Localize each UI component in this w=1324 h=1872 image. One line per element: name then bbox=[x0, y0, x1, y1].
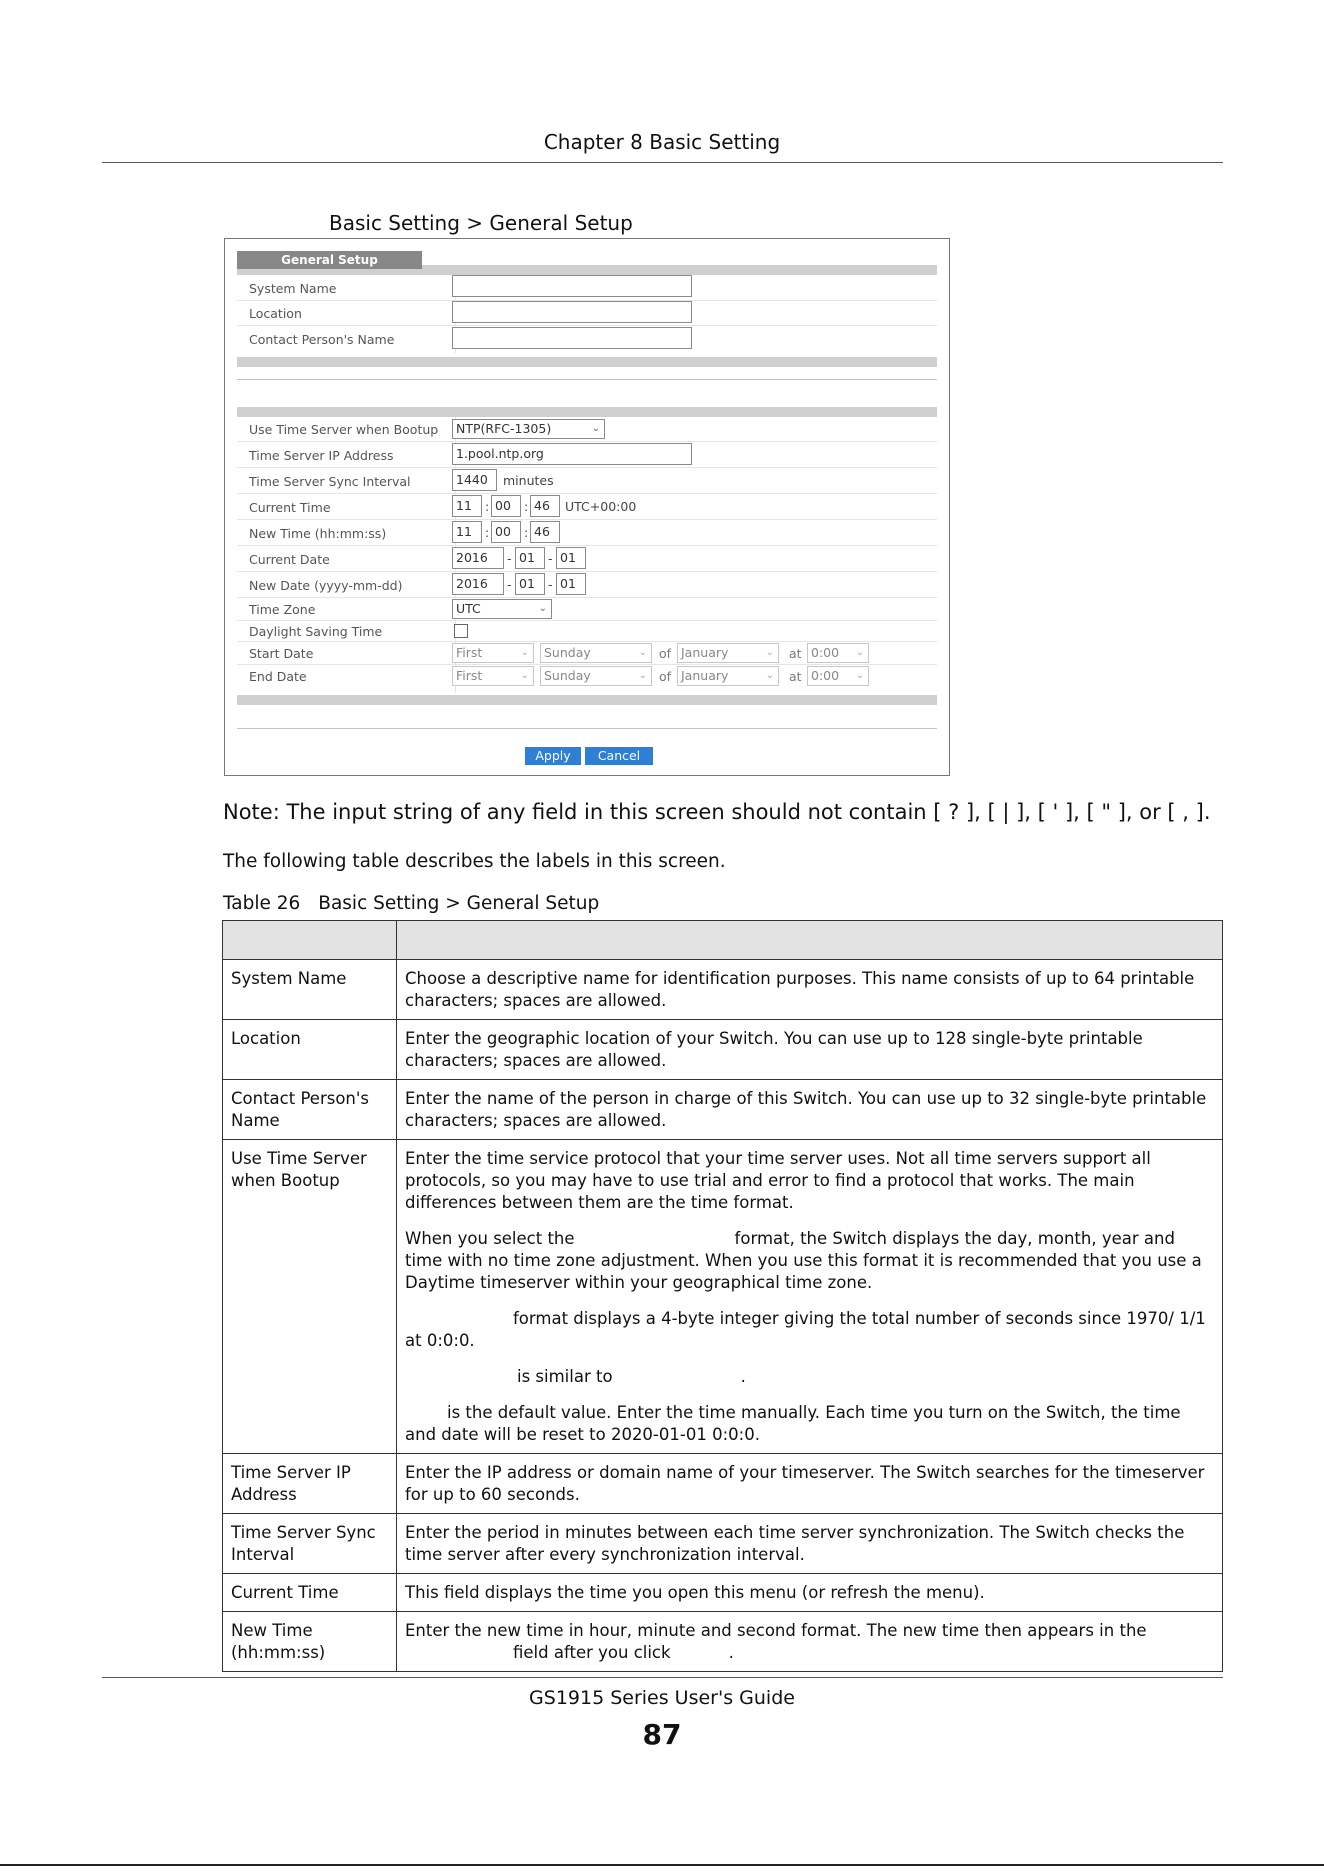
contact-label: Contact Person's Name bbox=[249, 332, 395, 347]
new-minute-input[interactable]: 00 bbox=[491, 521, 521, 543]
minutes-unit: minutes bbox=[503, 473, 554, 488]
new-hour-input[interactable]: 11 bbox=[452, 521, 482, 543]
end-of-text: of bbox=[659, 669, 672, 684]
new-date-row: New Date (yyyy-mm-dd) 2016 - 01 - 01 bbox=[237, 571, 937, 598]
time-section-bar bbox=[237, 407, 937, 417]
header-rule bbox=[102, 162, 1223, 163]
table-header-row bbox=[223, 921, 1223, 960]
row-label: Time Server IP Address bbox=[223, 1454, 397, 1514]
end-month-select[interactable] bbox=[677, 666, 779, 686]
table-row bbox=[223, 1080, 1223, 1140]
intro-text: The following table describes the labels in this screen. bbox=[223, 851, 726, 872]
row-description: This field displays the time you open this menu (or refresh the menu). bbox=[397, 1574, 1223, 1612]
sync-interval-row bbox=[237, 467, 937, 494]
desc-text: . bbox=[740, 1367, 746, 1386]
time-server-ip-label: Time Server IP Address bbox=[249, 448, 394, 463]
dst-label: Daylight Saving Time bbox=[249, 624, 383, 639]
new-year-input[interactable]: 2016 bbox=[452, 573, 504, 595]
general-setup-tab[interactable]: General Setup bbox=[237, 251, 422, 269]
chevron-down-icon: ⌄ bbox=[638, 670, 647, 681]
end-time-select[interactable] bbox=[807, 666, 869, 686]
row-label: Time Server Sync Interval bbox=[223, 1514, 397, 1574]
start-week-value: First bbox=[456, 645, 483, 660]
current-minute-field: 00 bbox=[491, 495, 521, 517]
end-month-value: January bbox=[681, 668, 729, 683]
time-protocol-select[interactable] bbox=[452, 419, 605, 439]
chevron-down-icon: ⌄ bbox=[765, 647, 774, 658]
table-row bbox=[223, 1612, 1223, 1672]
time-zone-value: UTC bbox=[456, 601, 481, 616]
desc-paragraph bbox=[405, 1228, 1214, 1294]
desc-text: . bbox=[728, 1643, 734, 1662]
row-label: Use Time Server when Bootup bbox=[223, 1140, 397, 1454]
new-date-label: New Date (yyyy-mm-dd) bbox=[249, 578, 403, 593]
desc-paragraph: Enter the time service protocol that your time server uses. Not all time servers support all protocols, so you may have to use trial and error to find a protocol that works. The main differences between them are the time format. bbox=[405, 1149, 1151, 1212]
sync-interval-label: Time Server Sync Interval bbox=[249, 474, 411, 489]
row-label: System Name bbox=[223, 960, 397, 1020]
system-name-label: System Name bbox=[249, 281, 337, 296]
sync-interval-input[interactable]: 1440 bbox=[452, 469, 497, 491]
table-title: Basic Setting > General Setup bbox=[318, 893, 600, 914]
current-date-row: Current Date 2016 - 01 - 01 bbox=[237, 545, 937, 572]
table-row bbox=[223, 1514, 1223, 1574]
current-year-field: 2016 bbox=[452, 547, 504, 569]
divider bbox=[237, 379, 937, 380]
chevron-down-icon: ⌄ bbox=[765, 670, 774, 681]
end-date-label: End Date bbox=[249, 669, 307, 684]
row-description bbox=[397, 1612, 1223, 1672]
current-hour-field: 11 bbox=[452, 495, 482, 517]
desc-text: is the default value. Enter the time manually. Each time you turn on the Switch, the time and date will be reset to 2020-01-01 0:0:0. bbox=[405, 1403, 1181, 1444]
end-day-value: Sunday bbox=[544, 668, 591, 683]
row-label: Current Time bbox=[223, 1574, 397, 1612]
row-description bbox=[397, 1140, 1223, 1454]
chevron-down-icon: ⌄ bbox=[855, 647, 864, 658]
new-second-input[interactable]: 46 bbox=[530, 521, 560, 543]
contact-input[interactable] bbox=[452, 327, 692, 349]
use-time-server-row bbox=[237, 417, 937, 442]
table-caption bbox=[223, 893, 599, 914]
desc-text: format, the Switch displays the day, month, year and time with no time zone adjustment. When you use this format it is recommended that you use a Daytime timeserver within your geographical time zone. bbox=[405, 1229, 1202, 1292]
desc-text: When you select the bbox=[405, 1229, 575, 1248]
start-week-select[interactable] bbox=[452, 643, 534, 663]
row-label: New Time (hh:mm:ss) bbox=[223, 1612, 397, 1672]
end-day-select[interactable] bbox=[540, 666, 652, 686]
end-time-value: 0:00 bbox=[811, 668, 840, 683]
current-timezone-offset: UTC+00:00 bbox=[565, 499, 637, 514]
chevron-down-icon: ⌄ bbox=[638, 647, 647, 658]
row-description: Choose a descriptive name for identification purposes. This name consists of up to 64 printable characters; spaces are allowed. bbox=[397, 960, 1223, 1020]
new-day-input[interactable]: 01 bbox=[556, 573, 586, 595]
page-header-title: Chapter 8 Basic Setting bbox=[543, 130, 781, 154]
contact-row bbox=[237, 325, 937, 350]
time-server-ip-row bbox=[237, 441, 937, 468]
table-header-cell bbox=[397, 921, 1223, 960]
row-label: Contact Person's Name bbox=[223, 1080, 397, 1140]
chevron-down-icon: ⌄ bbox=[855, 670, 864, 681]
location-input[interactable] bbox=[452, 301, 692, 323]
table-header-cell bbox=[223, 921, 397, 960]
start-month-select[interactable] bbox=[677, 643, 779, 663]
location-row bbox=[237, 300, 937, 326]
desc-text: is similar to bbox=[517, 1367, 613, 1386]
row-description: Enter the name of the person in charge of this Switch. You can use up to 32 single-byte printable characters; spaces are allowed. bbox=[397, 1080, 1223, 1140]
cancel-button[interactable]: Cancel bbox=[585, 747, 653, 765]
chevron-down-icon: ⌄ bbox=[520, 647, 529, 658]
dst-row bbox=[237, 620, 937, 642]
table-row bbox=[223, 1140, 1223, 1454]
desc-text: field after you click bbox=[513, 1643, 671, 1662]
footer-rule bbox=[102, 1677, 1223, 1678]
table-row bbox=[223, 960, 1223, 1020]
apply-button[interactable]: Apply bbox=[525, 747, 581, 765]
desc-text: Enter the new time in hour, minute and second format. The new time then appears in the bbox=[405, 1621, 1147, 1640]
row-label: Location bbox=[223, 1020, 397, 1080]
start-time-select[interactable] bbox=[807, 643, 869, 663]
time-protocol-value: NTP(RFC-1305) bbox=[456, 421, 552, 436]
note-text: Note: The input string of any field in this screen should not contain [ ? ], [ | ], [ ' ], [ " ], or [ , ]. bbox=[223, 800, 1211, 824]
general-setup-screenshot bbox=[224, 238, 950, 776]
chevron-down-icon: ⌄ bbox=[520, 670, 529, 681]
start-date-row bbox=[237, 641, 937, 665]
row-description: Enter the period in minutes between each time server synchronization. The Switch checks the time server after every synchronization interval. bbox=[397, 1514, 1223, 1574]
divider bbox=[237, 728, 937, 729]
start-at-text: at bbox=[789, 646, 802, 661]
start-of-text: of bbox=[659, 646, 672, 661]
row-description: Enter the IP address or domain name of your timeserver. The Switch searches for the timeserver for up to 60 seconds. bbox=[397, 1454, 1223, 1514]
current-date-label: Current Date bbox=[249, 552, 330, 567]
time-footer-bar bbox=[237, 695, 937, 705]
start-month-value: January bbox=[681, 645, 729, 660]
current-time-row: Current Time 11 : 00 : 46 UTC+00:00 bbox=[237, 493, 937, 520]
table-number: Table 26 bbox=[223, 893, 301, 914]
end-week-select[interactable] bbox=[452, 666, 534, 686]
row-description: Enter the geographic location of your Switch. You can use up to 128 single-byte printable characters; spaces are allowed. bbox=[397, 1020, 1223, 1080]
table-row bbox=[223, 1574, 1223, 1612]
new-time-label: New Time (hh:mm:ss) bbox=[249, 526, 387, 541]
desc-paragraph bbox=[405, 1308, 1214, 1352]
identity-footer-bar bbox=[237, 357, 937, 367]
location-label: Location bbox=[249, 306, 302, 321]
current-time-label: Current Time bbox=[249, 500, 331, 515]
chevron-down-icon: ⌄ bbox=[538, 603, 547, 614]
label-description-table bbox=[222, 920, 1223, 1672]
system-name-input[interactable] bbox=[452, 275, 692, 297]
use-time-server-label: Use Time Server when Bootup bbox=[249, 422, 439, 437]
page-number: 87 bbox=[642, 1718, 682, 1751]
system-name-row bbox=[237, 275, 937, 301]
start-day-value: Sunday bbox=[544, 645, 591, 660]
end-at-text: at bbox=[789, 669, 802, 684]
end-date-row bbox=[237, 664, 937, 687]
start-day-select[interactable] bbox=[540, 643, 652, 663]
chevron-down-icon: ⌄ bbox=[591, 423, 600, 434]
page-bottom-edge bbox=[0, 1864, 1324, 1866]
time-zone-row bbox=[237, 597, 937, 621]
time-section bbox=[237, 417, 937, 693]
start-time-value: 0:00 bbox=[811, 645, 840, 660]
desc-paragraph bbox=[405, 1366, 1214, 1388]
new-month-input[interactable]: 01 bbox=[515, 573, 545, 595]
figure-caption: Basic Setting > General Setup bbox=[329, 211, 633, 235]
footer-guide-title: GS1915 Series User's Guide bbox=[529, 1687, 795, 1709]
current-day-field: 01 bbox=[556, 547, 586, 569]
end-week-value: First bbox=[456, 668, 483, 683]
current-month-field: 01 bbox=[515, 547, 545, 569]
current-second-field: 46 bbox=[530, 495, 560, 517]
identity-section bbox=[237, 275, 937, 353]
table-row bbox=[223, 1020, 1223, 1080]
new-time-row: New Time (hh:mm:ss) 11 : 00 : 46 bbox=[237, 519, 937, 546]
table-row bbox=[223, 1454, 1223, 1514]
desc-paragraph bbox=[405, 1402, 1214, 1446]
start-date-label: Start Date bbox=[249, 646, 314, 661]
time-zone-select[interactable] bbox=[452, 599, 552, 619]
time-server-ip-input[interactable]: 1.pool.ntp.org bbox=[452, 443, 692, 465]
dst-checkbox[interactable] bbox=[454, 624, 468, 638]
time-zone-label: Time Zone bbox=[249, 602, 316, 617]
desc-text: format displays a 4-byte integer giving the total number of seconds since 1970/ 1/1 at 0:0:0. bbox=[405, 1309, 1206, 1350]
